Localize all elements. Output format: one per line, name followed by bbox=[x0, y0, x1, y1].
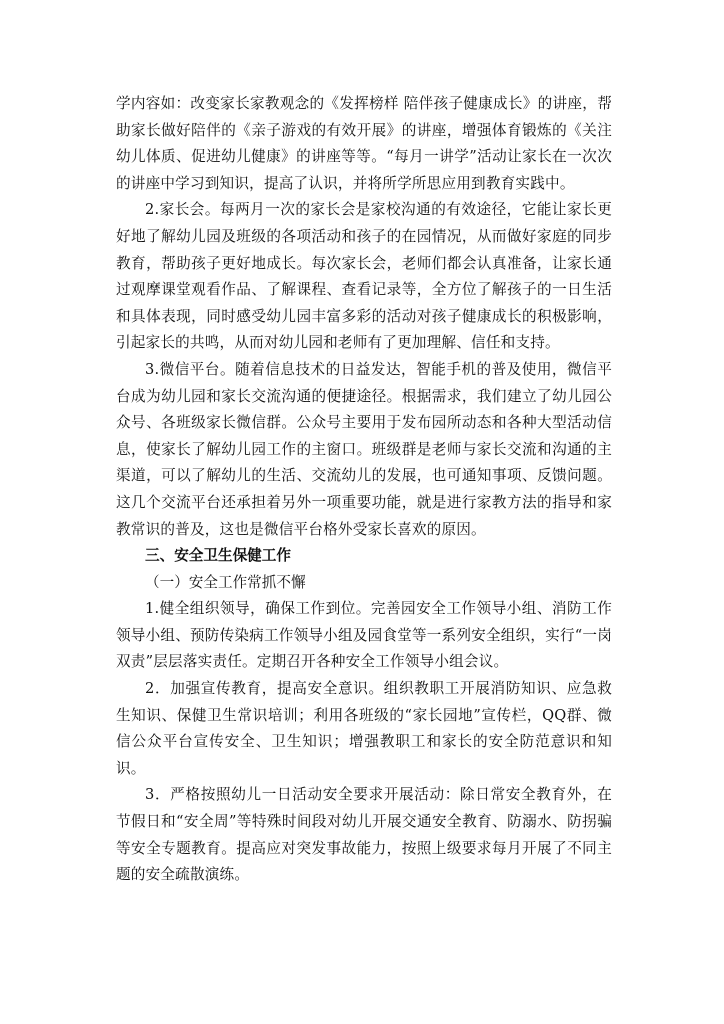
paragraph-wechat-platform: 3.微信平台。随着信息技术的日益发达，智能手机的普及使用，微信平台成为幼儿园和家长交流沟通的便捷途径。根据需求，我们建立了幼儿园公众号、各班级家长微信群。公众号主要用于发布园所动态和各种大型活动信息，使家长了解幼儿园工作的主窗口。班级群是老师与家长交流和沟通的主渠道，可以了解幼儿的生活、交流幼儿的发展，也可通知事项、反馈问题。这几个交流平台还承担着另外一项重要功能，就是进行家教方法的指导和家教常识的普及，这也是微信平台格外受家长喜欢的原因。 bbox=[116, 360, 612, 538]
section-heading-safety-health: 三、安全卫生保健工作 bbox=[145, 547, 291, 565]
subsection-heading-safety-work: （一）安全工作常抓不懈 bbox=[145, 573, 306, 591]
paragraph-parent-meeting: 2.家长会。每两月一次的家长会是家校沟通的有效途径，它能让家长更好地了解幼儿园及班级的各项活动和孩子的在园情况，从而做好家庭的同步教育，帮助孩子更好地成长。每次家长会，老师们都会认真准备，让家长通过观摩课堂观看作品、了解课程、查看记录等，全方位了解孩子的一日生活和具体表现，同时感受幼儿园丰富多彩的活动对孩子健康成长的积极影响，引起家长的共鸣，从而对幼儿园和老师有了更加理解、信任和支持。 bbox=[116, 201, 612, 352]
paragraph-organization-leadership: 1.健全组织领导，确保工作到位。完善园安全工作领导小组、消防工作领导小组、预防传染病工作领导小组及园食堂等一系列安全组织，实行“一岗双责”层层落实责任。定期召开各种安全工作领导小组会议。 bbox=[116, 600, 612, 671]
paragraph-publicity-education: 2．加强宣传教育，提高安全意识。组织教职工开展消防知识、应急救生知识、保健卫生常识培训；利用各班级的“家长园地”宣传栏，QQ群、微信公众平台宣传安全、卫生知识；增强教职工和家长的安全防范意识和知识。 bbox=[116, 680, 612, 777]
paragraph-lecture-continuation: 学内容如：改变家长家教观念的《发挥榜样 陪伴孩子健康成长》的讲座，帮助家长做好陪伴的《亲子游戏的有效开展》的讲座，增强体育锻炼的《关注幼儿体质、促进幼儿健康》的讲座等等。“每月一讲学”活动让家长在一次次的讲座中学习到知识，提高了认识，并将所学所思应用到教育实践中。 bbox=[116, 95, 612, 192]
paragraph-daily-activity-safety: 3．严格按照幼儿一日活动安全要求开展活动：除日常安全教育外，在节假日和“安全周”等特殊时间段对幼儿开展交通安全教育、防溺水、防拐骗等安全专题教育。提高应对突发事故能力，按照上级要求每月开展了不同主题的安全疏散演练。 bbox=[116, 786, 612, 884]
document-body bbox=[116, 91, 612, 889]
